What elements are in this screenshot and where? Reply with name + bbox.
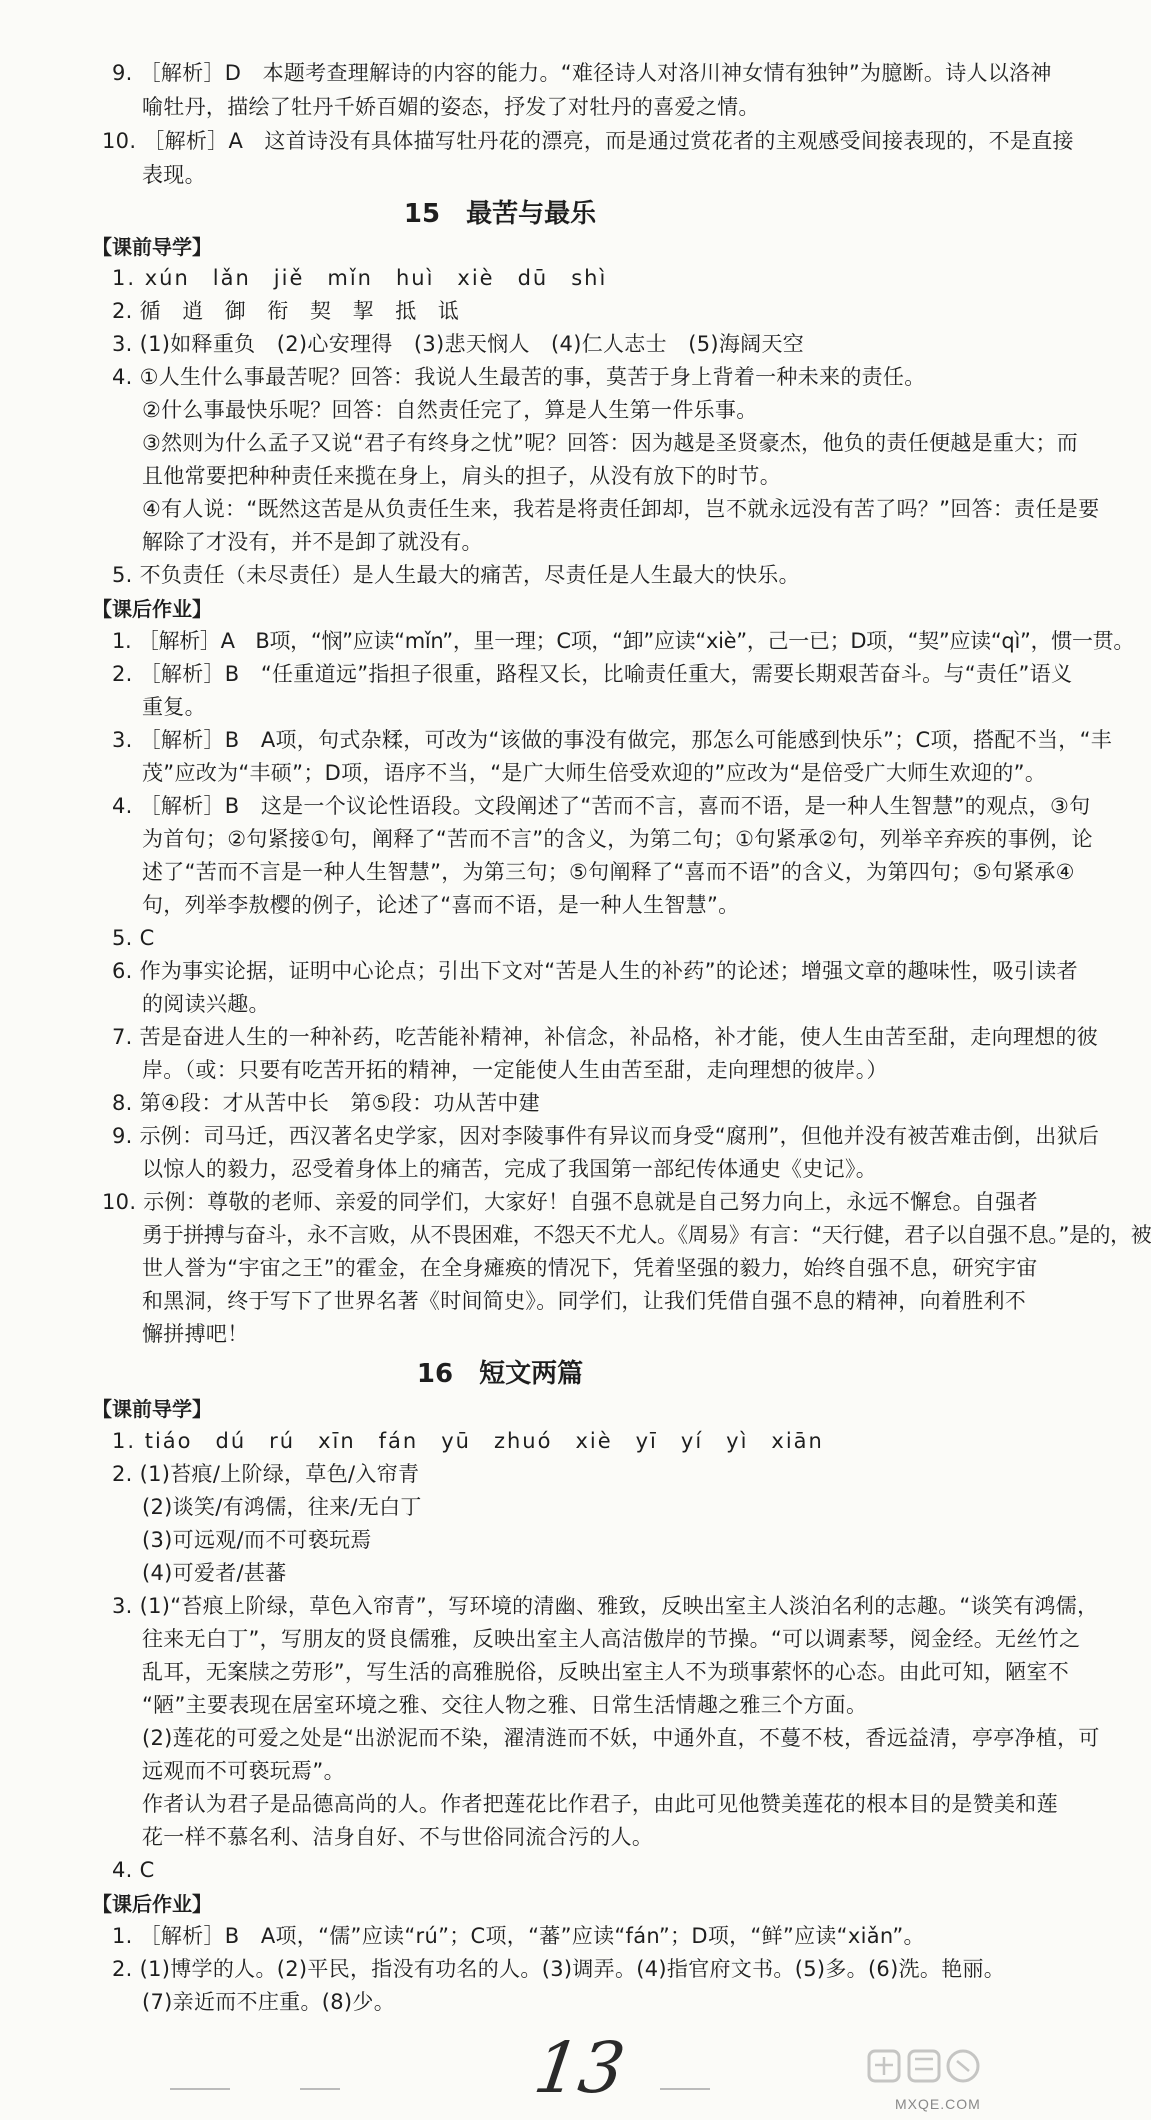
answer-line: 1. xún lǎn jiě mǐn huì xiè dū shì [112, 266, 608, 290]
answer-line: 句，列举李敖樱的例子，论述了“喜而不语，是一种人生智慧”。 [142, 893, 740, 917]
answer-line: 勇于拼搏与奋斗，永不言败，从不畏困难，不怨天不尤人。《周易》有言：“天行健，君子以自强不息。”是的，被 [142, 1223, 1151, 1247]
answer-line: 且他常要把种种责任来揽在身上，肩头的担子，从没有放下的时节。 [142, 464, 781, 488]
answer-line: 喻牡丹，描绘了牡丹千娇百媚的姿态，抒发了对牡丹的喜爱之情。 [142, 95, 760, 119]
answer-line: 往来无白丁”，写朋友的贤良儒雅，反映出室主人高洁傲岸的节操。“可以调素琴，阅金经。无丝竹之 [142, 1627, 1081, 1651]
answer-line: 10. 示例：尊敬的老师、亲爱的同学们，大家好！自强不息就是自己努力向上，永远不懈怠。自强者 [102, 1190, 1038, 1214]
answer-line: 8. 第④段：才从苦中长 第⑤段：功从苦中建 [112, 1091, 540, 1115]
section-heading-preview: 【课前导学】 [92, 1397, 212, 1421]
answer-line: (3)可远观/而不可亵玩焉 [142, 1528, 372, 1552]
answer-line: ②什么事最快乐呢？回答：自然责任完了，算是人生第一件乐事。 [142, 398, 758, 422]
answer-line: 4. ［解析］B 这是一个议论性语段。文段阐述了“苦而不言，喜而不语，是一种人生智慧”的观点，③句 [112, 794, 1091, 818]
answer-line: ③然则为什么孟子又说“君子有终身之忧”呢？回答：因为越是圣贤豪杰，他负的责任便越是重大；而 [142, 431, 1079, 455]
answer-line: 世人誉为“宇宙之王”的霍金，在全身瘫痪的情况下，凭着坚强的毅力，始终自强不息，研究宇宙 [142, 1256, 1038, 1280]
section-heading-homework: 【课后作业】 [92, 597, 212, 621]
section-heading-preview: 【课前导学】 [92, 235, 212, 259]
answer-line: ④有人说：“既然这苦是从负责任生来，我若是将责任卸却，岂不就永远没有苦了吗？”回答：责任是要 [142, 497, 1100, 521]
section-heading-homework: 【课后作业】 [92, 1892, 212, 1916]
answer-line: (7)亲近而不庄重。(8)少。 [142, 1990, 395, 2014]
answer-line: 的阅读兴趣。 [142, 992, 270, 1016]
watermark-text: MXQE.COM [895, 2096, 981, 2112]
answer-line: 1. tiáo dú rú xīn fán yū zhuó xiè yī yí yì xiān [112, 1429, 824, 1453]
answer-line: 4. ①人生什么事最苦呢？回答：我说人生最苦的事，莫苦于身上背着一种未来的责任。 [112, 365, 926, 389]
lesson-title-15: 15 最苦与最乐 [403, 199, 597, 229]
answer-line: 9. 示例：司马迁，西汉著名史学家，因对李陵事件有异议而身受“腐刑”，但他并没有被苦难击倒，出狱后 [112, 1124, 1100, 1148]
answer-line: 述了“苦而不言是一种人生智慧”，为第三句；⑤句阐释了“喜而不语”的含义，为第四句；⑤句紧承④ [142, 860, 1075, 884]
answer-line: 2. ［解析］B “任重道远”指担子很重，路程又长，比喻责任重大，需要长期艰苦奋斗。与“责任”语义 [112, 662, 1073, 686]
answer-line: 岸。（或：只要有吃苦开拓的精神，一定能使人生由苦至甜，走向理想的彼岸。） [142, 1058, 888, 1082]
scan-speck [170, 2088, 230, 2090]
answer-line: 2. (1)苔痕/上阶绿，草色/入帘青 [112, 1462, 420, 1486]
page-number: 13 [529, 2027, 630, 2109]
answer-line: (4)可爱者/甚蕃 [142, 1561, 287, 1585]
scan-speck [300, 2088, 340, 2090]
answer-line: (2)莲花的可爱之处是“出淤泥而不染，濯清涟而不妖，中通外直，不蔓不枝，香远益清，亭亭净植，可 [142, 1726, 1100, 1750]
answer-line: 乱耳，无案牍之劳形”，写生活的高雅脱俗，反映出室主人不为琐事萦怀的心态。由此可知，陋室不 [142, 1660, 1070, 1684]
answer-line: 7. 苦是奋进人生的一种补药，吃苦能补精神，补信念，补品格，补才能，使人生由苦至甜，走向理想的彼 [112, 1025, 1099, 1049]
answer-line: 1. ［解析］B A项，“儒”应读“rú”；C项，“蕃”应读“fán”；D项，“鲜”应读“xiǎn”。 [112, 1924, 925, 1948]
answer-line: 以惊人的毅力，忍受着身体上的痛苦，完成了我国第一部纪传体通史《史记》。 [142, 1157, 877, 1181]
answer-line: 10. ［解析］A 这首诗没有具体描写牡丹花的漂亮，而是通过赏花者的主观感受间接表现的，不是直接 [102, 129, 1074, 153]
answer-line: 茂”应改为“丰硕”；D项，语序不当，“是广大师生倍受欢迎的”应改为“是倍受广大师生欢迎的”。 [142, 761, 1047, 785]
answer-line: “陋”主要表现在居室环境之雅、交往人物之雅、日常生活情趣之雅三个方面。 [142, 1693, 868, 1717]
answer-line: 5. C [112, 926, 155, 950]
answer-line: 2. (1)博学的人。(2)平民，指没有功名的人。(3)调弄。(4)指官府文书。(5)多。(6)洗。艳丽。 [112, 1957, 1006, 1981]
answer-line: 6. 作为事实论据，证明中心论点；引出下文对“苦是人生的补药”的论述；增强文章的趣味性，吸引读者 [112, 959, 1078, 983]
answer-line: 4. C [112, 1858, 155, 1882]
answer-line: 表现。 [142, 163, 206, 187]
answer-line: (2)谈笑/有鸿儒，往来/无白丁 [142, 1495, 422, 1519]
scan-speck [660, 2088, 710, 2090]
answer-line: 和黑洞，终于写下了世界名著《时间简史》。同学们，让我们凭借自强不息的精神，向着胜利不 [142, 1289, 1027, 1313]
answer-line: 1. ［解析］A B项，“悯”应读“mǐn”，里一理；C项，“卸”应读“xiè”，己一已；D项，“契”应读“qì”，惯一贯。 [112, 629, 1135, 653]
answer-line: 解除了才没有，并不是卸了就没有。 [142, 530, 483, 554]
answer-line: 为首句；②句紧接①句，阐释了“苦而不言”的含义，为第二句；①句紧承②句，列举辛弃疾的事例，论 [142, 827, 1093, 851]
answer-line: 2. 循 逍 御 衔 契 挈 抵 诋 [112, 299, 460, 323]
answer-line: 花一样不慕名利、洁身自好、不与世俗同流合污的人。 [142, 1825, 654, 1849]
answer-line: 5. 不负责任（未尽责任）是人生最大的痛苦，尽责任是人生最大的快乐。 [112, 563, 800, 587]
answer-line: 3. ［解析］B A项，句式杂糅，可改为“该做的事没有做完，那怎么可能感到快乐”；C项，搭配不当，“丰 [112, 728, 1113, 752]
lesson-title-16: 16 短文两篇 [416, 1359, 584, 1389]
answer-line: 3. (1)如释重负 (2)心安理得 (3)悲天悯人 (4)仁人志士 (5)海阔天空 [112, 332, 805, 356]
answer-line: 作者认为君子是品德高尚的人。作者把莲花比作君子，由此可见他赞美莲花的根本目的是赞美和莲 [142, 1792, 1058, 1816]
answer-line: 重复。 [142, 695, 206, 719]
answer-line: 远观而不可亵玩焉”。 [142, 1759, 345, 1783]
answer-line: 9. ［解析］D 本题考查理解诗的内容的能力。“难径诗人对洛川神女情有独钟”为臆断。诗人以洛神 [112, 61, 1052, 85]
answer-line: 懈拼搏吧！ [142, 1322, 249, 1346]
answer-line: 3. (1)“苔痕上阶绿，草色入帘青”，写环境的清幽、雅致，反映出室主人淡泊名利的志趣。“谈笑有鸿儒， [112, 1594, 1099, 1618]
